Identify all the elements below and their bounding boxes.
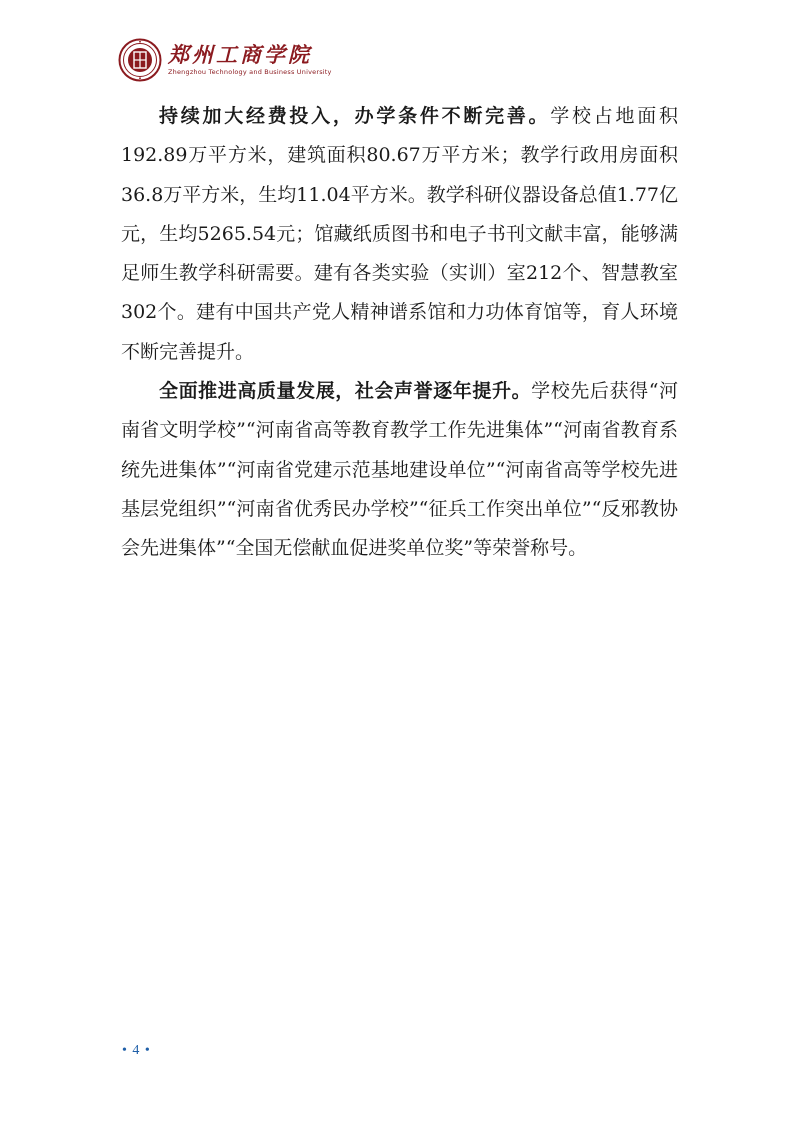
page-number: • 4 • — [122, 1043, 151, 1058]
paragraph-text: 学校先后获得“河南省文明学校”“河南省高等教育教学工作先进集体”“河南省教育系统先进集体”“河南省党建示范基地建设单位”“河南省高等学校先进基层党组织”“河南省优秀民办学校”“征兵工作突出单位”“反邪教协会先进集体”“全国无偿献血促进奖单位奖”等荣誉称号。 — [121, 380, 678, 560]
paragraph-lead: 持续加大经费投入，办学条件不断完善。 — [159, 105, 551, 127]
school-brand — [168, 43, 332, 77]
paragraph-text: 学校占地面积192.89万平方米，建筑面积80.67万平方米；教学行政用房面积36.8万平方米，生均11.04平方米。教学科研仪器设备总值1.77亿元，生均5265.54元；馆藏纸质图书和电子书刊文献丰富，能够满足师生教学科研需要。建有各类实验（实训）室212个、智慧教室302个。建有中国共产党人精神谱系馆和力功体育馆等，育人环境不断完善提升。 — [121, 105, 679, 363]
university-seal-icon — [118, 38, 162, 82]
paragraph-funding — [121, 97, 678, 372]
page-header — [118, 36, 332, 84]
paragraph-reputation — [121, 372, 678, 568]
school-name-cn: 郑州工商学院 — [168, 42, 312, 67]
school-name-en: Zhengzhou Technology and Business University — [168, 68, 332, 76]
document-body — [121, 97, 678, 569]
paragraph-lead: 全面推进高质量发展，社会声誉逐年提升。 — [159, 380, 532, 403]
